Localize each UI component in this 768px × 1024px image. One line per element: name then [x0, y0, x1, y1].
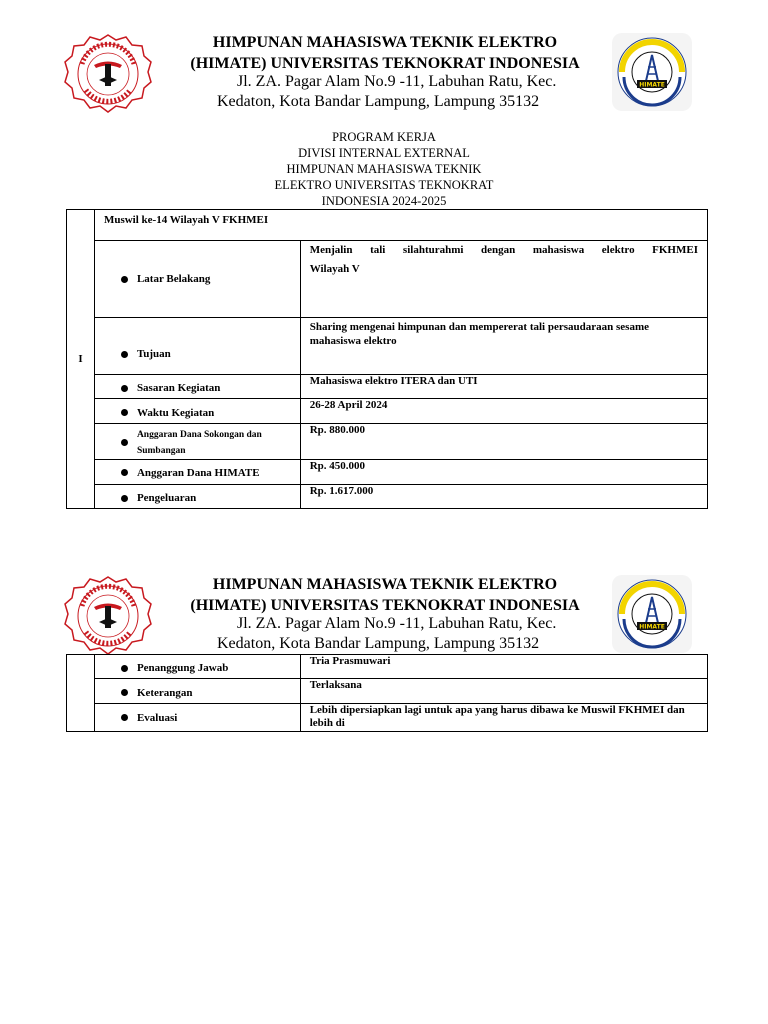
table-row-value: 26-28 April 2024 [300, 399, 707, 424]
table-row-value: Rp. 450.000 [300, 460, 707, 485]
header-title-line1: HIMPUNAN MAHASISWA TEKNIK ELEKTRO [212, 34, 558, 51]
bullet-icon [121, 409, 128, 416]
program-line2: DIVISI INTERNAL EXTERNAL [298, 146, 470, 160]
program-line1: PROGRAM KERJA [332, 130, 436, 144]
table-row-label: Evaluasi [94, 704, 300, 732]
bullet-icon [121, 439, 128, 446]
header-address-line2: Kedaton, Kota Bandar Lampung, Lampung 35132 [217, 93, 540, 110]
bullet-icon [121, 665, 128, 672]
uti-logo [64, 576, 152, 656]
program-line5: INDONESIA 2024-2025 [321, 194, 447, 208]
svg-text:HIMATE: HIMATE [639, 81, 665, 89]
header-title-line2: (HIMATE) UNIVERSITAS TEKNOKRAT INDONESIA [190, 55, 580, 72]
table-row-label: Anggaran Dana HIMATE [94, 460, 300, 485]
header-address-line1: Jl. ZA. Pagar Alam No.9 -11, Labuhan Ratu, Kec. [237, 615, 557, 632]
table-row-label: Waktu Kegiatan [94, 399, 300, 424]
table-row-value: Rp. 880.000 [300, 424, 707, 460]
bullet-icon [121, 385, 128, 392]
header-address-line1: Jl. ZA. Pagar Alam No.9 -11, Labuhan Ratu, Kec. [237, 73, 557, 90]
table-row-label: Sasaran Kegiatan [94, 375, 300, 399]
bullet-icon [121, 495, 128, 502]
uti-logo [64, 34, 152, 114]
header-title-line2: (HIMATE) UNIVERSITAS TEKNOKRAT INDONESIA [190, 597, 580, 614]
program-number: I [67, 210, 95, 509]
table-row-value: Terlaksana [300, 679, 707, 704]
header-address-line2: Kedaton, Kota Bandar Lampung, Lampung 35132 [217, 635, 540, 652]
table-row-label: Tujuan [94, 318, 300, 375]
table-row-value: Rp. 1.617.000 [300, 485, 707, 509]
himate-logo [612, 33, 692, 111]
table-row-value: Tria Prasmuwari [300, 655, 707, 679]
program-heading [230, 129, 538, 209]
table-row-value: Menjalin tali silahturahmi dengan mahasiswa elektro FKHMEI Wilayah V [300, 241, 707, 318]
svg-text:HIMATE: HIMATE [639, 623, 665, 631]
activity-title: Muswil ke-14 Wilayah V FKHMEI [94, 210, 707, 241]
header-title-line1: HIMPUNAN MAHASISWA TEKNIK ELEKTRO [212, 576, 558, 593]
bullet-icon [121, 689, 128, 696]
program-table [66, 209, 708, 509]
table-row-label: Latar Belakang [94, 241, 300, 318]
bullet-icon [121, 276, 128, 283]
table-row-value: Mahasiswa elektro ITERA dan UTI [300, 375, 707, 399]
bullet-icon [121, 714, 128, 721]
program-line3: HIMPUNAN MAHASISWA TEKNIK [286, 162, 482, 176]
himate-logo [612, 575, 692, 653]
bullet-icon [121, 469, 128, 476]
table-row-label: Pengeluaran [94, 485, 300, 509]
program-number-cell [67, 655, 95, 732]
bullet-icon [121, 351, 128, 358]
table-row-label: Penanggung Jawab [94, 655, 300, 679]
table-row-label: Keterangan [94, 679, 300, 704]
table-row-value: Lebih dipersiapkan lagi untuk apa yang harus dibawa ke Muswil FKHMEI dan lebih di [300, 704, 707, 732]
program-table-continued [66, 654, 708, 732]
table-row-value: Sharing mengenai himpunan dan mempererat tali persaudaraan sesame mahasiswa elektro [300, 318, 707, 375]
table-row-label: Anggaran Dana Sokongan dan Sumbangan [94, 424, 300, 460]
program-line4: ELEKTRO UNIVERSITAS TEKNOKRAT [274, 178, 494, 192]
